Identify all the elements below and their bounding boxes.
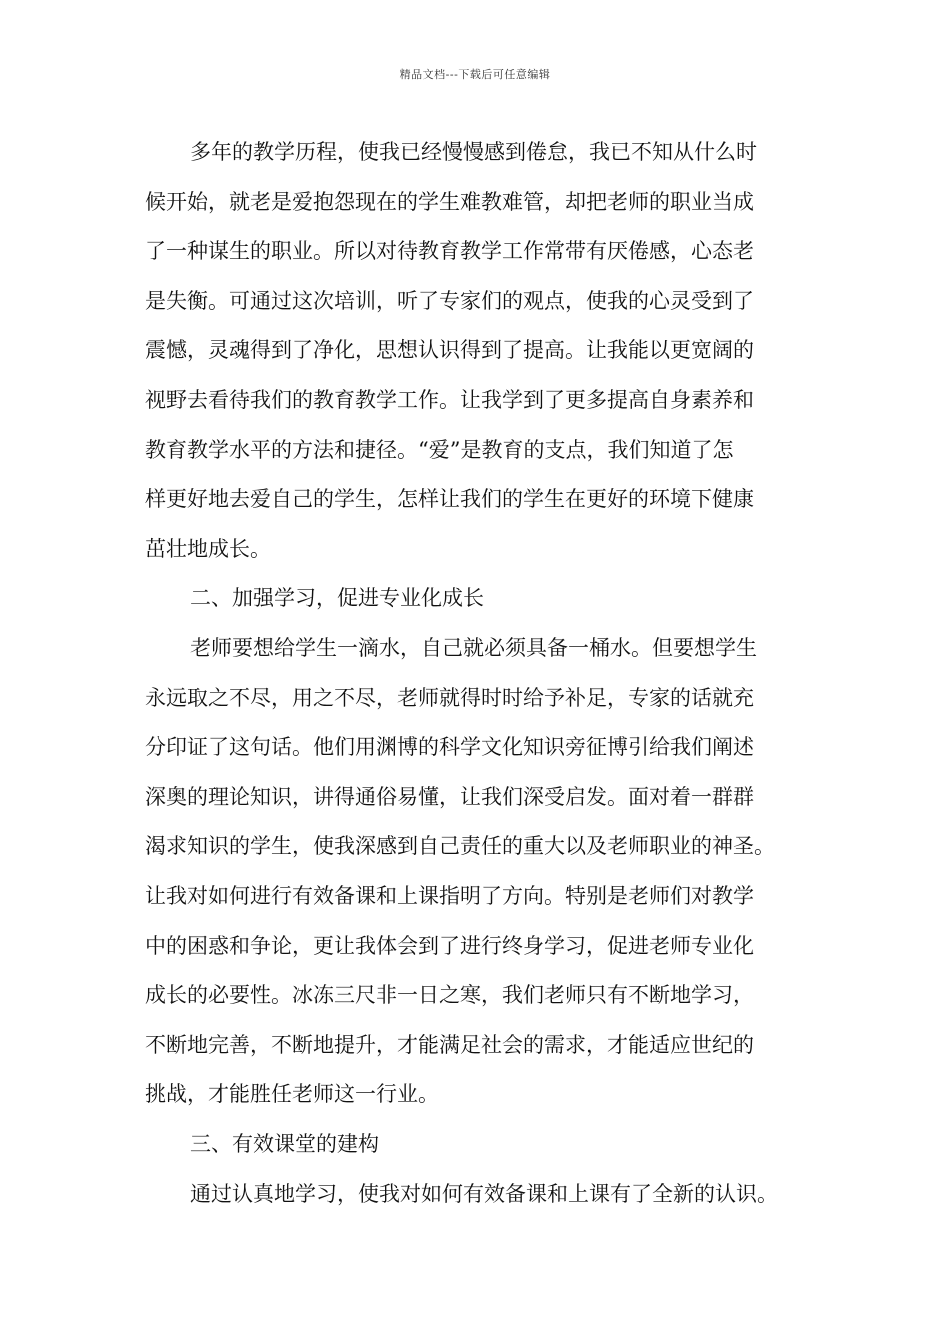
text-line: 通过认真地学习，使我对如何有效备课和上课有了全新的认识。 (190, 1181, 778, 1206)
text-line: 教育教学水平的方法和捷径。“爱”是教育的支点，我们知道了怎 (145, 437, 734, 462)
text-line: 渴求知识的学生，使我深感到自己责任的重大以及老师职业的神圣。 (145, 834, 775, 859)
text-line: 多年的教学历程，使我已经慢慢感到倦怠，我已不知从什么时 (190, 140, 757, 164)
text-line: 深奥的理论知识，讲得通俗易懂，让我们深受启发。面对着一群群 (145, 784, 754, 809)
text-line: 永远取之不尽，用之不尽，老师就得时时给予补足，专家的话就充 (145, 685, 754, 710)
text-line: 二、加强学习，促进专业化成长 (190, 586, 484, 611)
text-line: 让我对如何进行有效备课和上课指明了方向。特别是老师们对教学 (145, 884, 754, 908)
text-line: 是失衡。可通过这次培训，听了专家们的观点，使我的心灵受到了 (145, 288, 754, 313)
text-line: 视野去看待我们的教育教学工作。让我学到了更多提高自身素养和 (145, 388, 754, 412)
text-line: 震憾，灵魂得到了净化，思想认识得到了提高。让我能以更宽阔的 (145, 338, 754, 363)
text-line: 不断地完善，不断地提升，才能满足社会的需求，才能适应世纪的 (145, 1032, 754, 1057)
text-line: 候开始，就老是爱抱怨现在的学生难教难管，却把老师的职业当成 (145, 189, 754, 214)
text-line: 老师要想给学生一滴水，自己就必须具备一桶水。但要想学生 (190, 636, 757, 660)
page-header: 精品文档---下载后可任意编辑 (399, 68, 551, 81)
text-line: 样更好地去爱自己的学生，怎样让我们的学生在更好的环境下健康 (145, 487, 754, 512)
text-line: 茁壮地成长。 (145, 536, 271, 561)
text-line: 挑战，才能胜任老师这一行业。 (145, 1082, 439, 1107)
text-line: 成长的必要性。冰冻三尺非一日之寒，我们老师只有不断地学习， (145, 983, 754, 1008)
text-line: 三、有效课堂的建构 (190, 1132, 379, 1156)
text-line: 了一种谋生的职业。所以对待教育教学工作常带有厌倦感，心态老 (145, 239, 754, 264)
text-line: 中的困惑和争论，更让我体会到了进行终身学习，促进老师专业化 (145, 933, 754, 958)
text-line: 分印证了这句话。他们用渊博的科学文化知识旁征博引给我们阐述 (145, 735, 754, 760)
